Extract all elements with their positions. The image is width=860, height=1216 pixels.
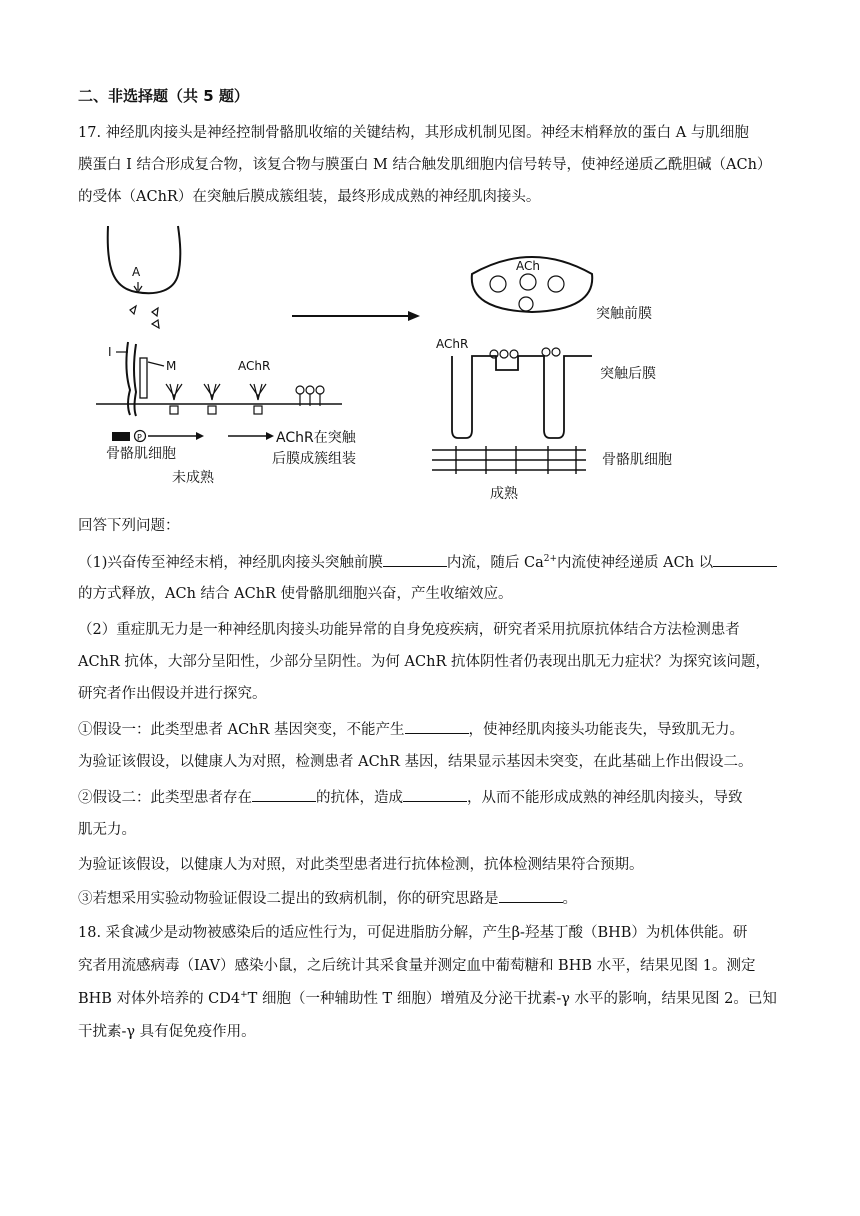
label-achr-right: AChR — [436, 337, 469, 351]
blank-3[interactable] — [405, 719, 469, 734]
q17-intro-line-2: 膜蛋白 I 结合形成复合物，该复合物与膜蛋白 M 结合触发肌细胞内信号转导，使神经递质乙酰胆碱（ACh） — [78, 157, 772, 173]
q17-part2-line-3: 研究者作出假设并进行探究。 — [78, 686, 267, 702]
q18-line-1: 18. 采食减少是动物被感染后的适应性行为，可促进脂肪分解，产生β-羟基丁酸（BHB）为机体供能。研 — [78, 925, 748, 941]
q17-part1-line-2: 的方式释放，ACh 结合 AChR 使骨骼肌细胞兴奋，产生收缩效应。 — [78, 586, 513, 602]
label-skeletal-muscle-left: 骨骼肌细胞 — [106, 446, 176, 462]
part-3: ③若想采用实验动物验证假设二提出的致病机制，你的研究思路是 。 — [78, 888, 577, 909]
label-protein-m: M — [166, 359, 177, 373]
q17-part2-line-2: AChR 抗体，大部分呈阳性，少部分呈阴性。为何 AChR 抗体阴性者仍表现出肌无力症状？为探究该问题， — [78, 654, 770, 670]
neuromuscular-junction-figure — [86, 220, 706, 510]
blank-6[interactable] — [499, 888, 563, 903]
label-skeletal-muscle-right: 骨骼肌细胞 — [602, 452, 672, 468]
blank-2[interactable] — [713, 552, 777, 567]
blank-1[interactable] — [383, 552, 447, 567]
blank-5[interactable] — [403, 787, 467, 802]
label-immature: 未成熟 — [172, 470, 214, 486]
label-cluster-line-1: AChR在突触 — [276, 430, 356, 446]
answer-prompt: 回答下列问题： — [78, 518, 180, 534]
label-presynaptic-membrane: 突触前膜 — [596, 306, 652, 322]
hypothesis-2-cont: 肌无力。 — [78, 822, 136, 838]
hypothesis-2-verify: 为验证该假设，以健康人为对照，对此类型患者进行抗体检测，抗体检测结果符合预期。 — [78, 857, 644, 873]
hypothesis-1-verify: 为验证该假设，以健康人为对照，检测患者 AChR 基因，结果显示基因未突变，在此基础上作出假设二。 — [78, 754, 753, 770]
label-protein-i: I — [108, 345, 112, 359]
q18-line-4: 干扰素-γ 具有促免疫作用。 — [78, 1024, 256, 1040]
hypothesis-1: ①假设一：此类型患者 AChR 基因突变，不能产生 ，使神经肌肉接头功能丧失，导致肌无力。 — [78, 719, 744, 740]
label-protein-a: A — [132, 265, 141, 279]
label-postsynaptic-membrane: 突触后膜 — [600, 366, 656, 382]
label-phosphate: P — [137, 433, 142, 442]
q18-line-3: BHB 对体外培养的 CD4+T 细胞（一种辅助性 T 细胞）增殖及分泌干扰素-γ 水平的影响，结果见图 2。已知 — [78, 990, 777, 1007]
section-title: 二、非选择题（共 5 题） — [78, 87, 249, 105]
q17-intro-line-1: 17. 神经肌肉接头是神经控制骨骼肌收缩的关键结构，其形成机制见图。神经末梢释放的蛋白 A 与肌细胞 — [78, 125, 749, 141]
q17-part2-line-1: （2）重症肌无力是一种神经肌肉接头功能异常的自身免疫疾病，研究者采用抗原抗体结合方法检测患者 — [78, 622, 740, 638]
label-achr-left: AChR — [238, 359, 271, 373]
label-ach: ACh — [516, 259, 540, 273]
q17-intro-line-3: 的受体（AChR）在突触后膜成簇组装，最终形成成熟的神经肌肉接头。 — [78, 189, 541, 205]
label-mature: 成熟 — [490, 486, 518, 502]
q18-line-2: 究者用流感病毒（IAV）感染小鼠，之后统计其采食量并测定血中葡萄糖和 BHB 水平，结果见图 1。测定 — [78, 958, 756, 974]
label-cluster-line-2: 后膜成簇组装 — [272, 451, 356, 467]
blank-4[interactable] — [252, 787, 316, 802]
hypothesis-2: ②假设二：此类型患者存在 的抗体，造成 ，从而不能形成成熟的神经肌肉接头，导致 — [78, 787, 743, 808]
q17-part1-line-1: （1)兴奋传至神经末梢，神经肌肉接头突触前膜 内流，随后 $Ca^{2+}$内流使神经递质 ACh 以 — [78, 552, 777, 573]
